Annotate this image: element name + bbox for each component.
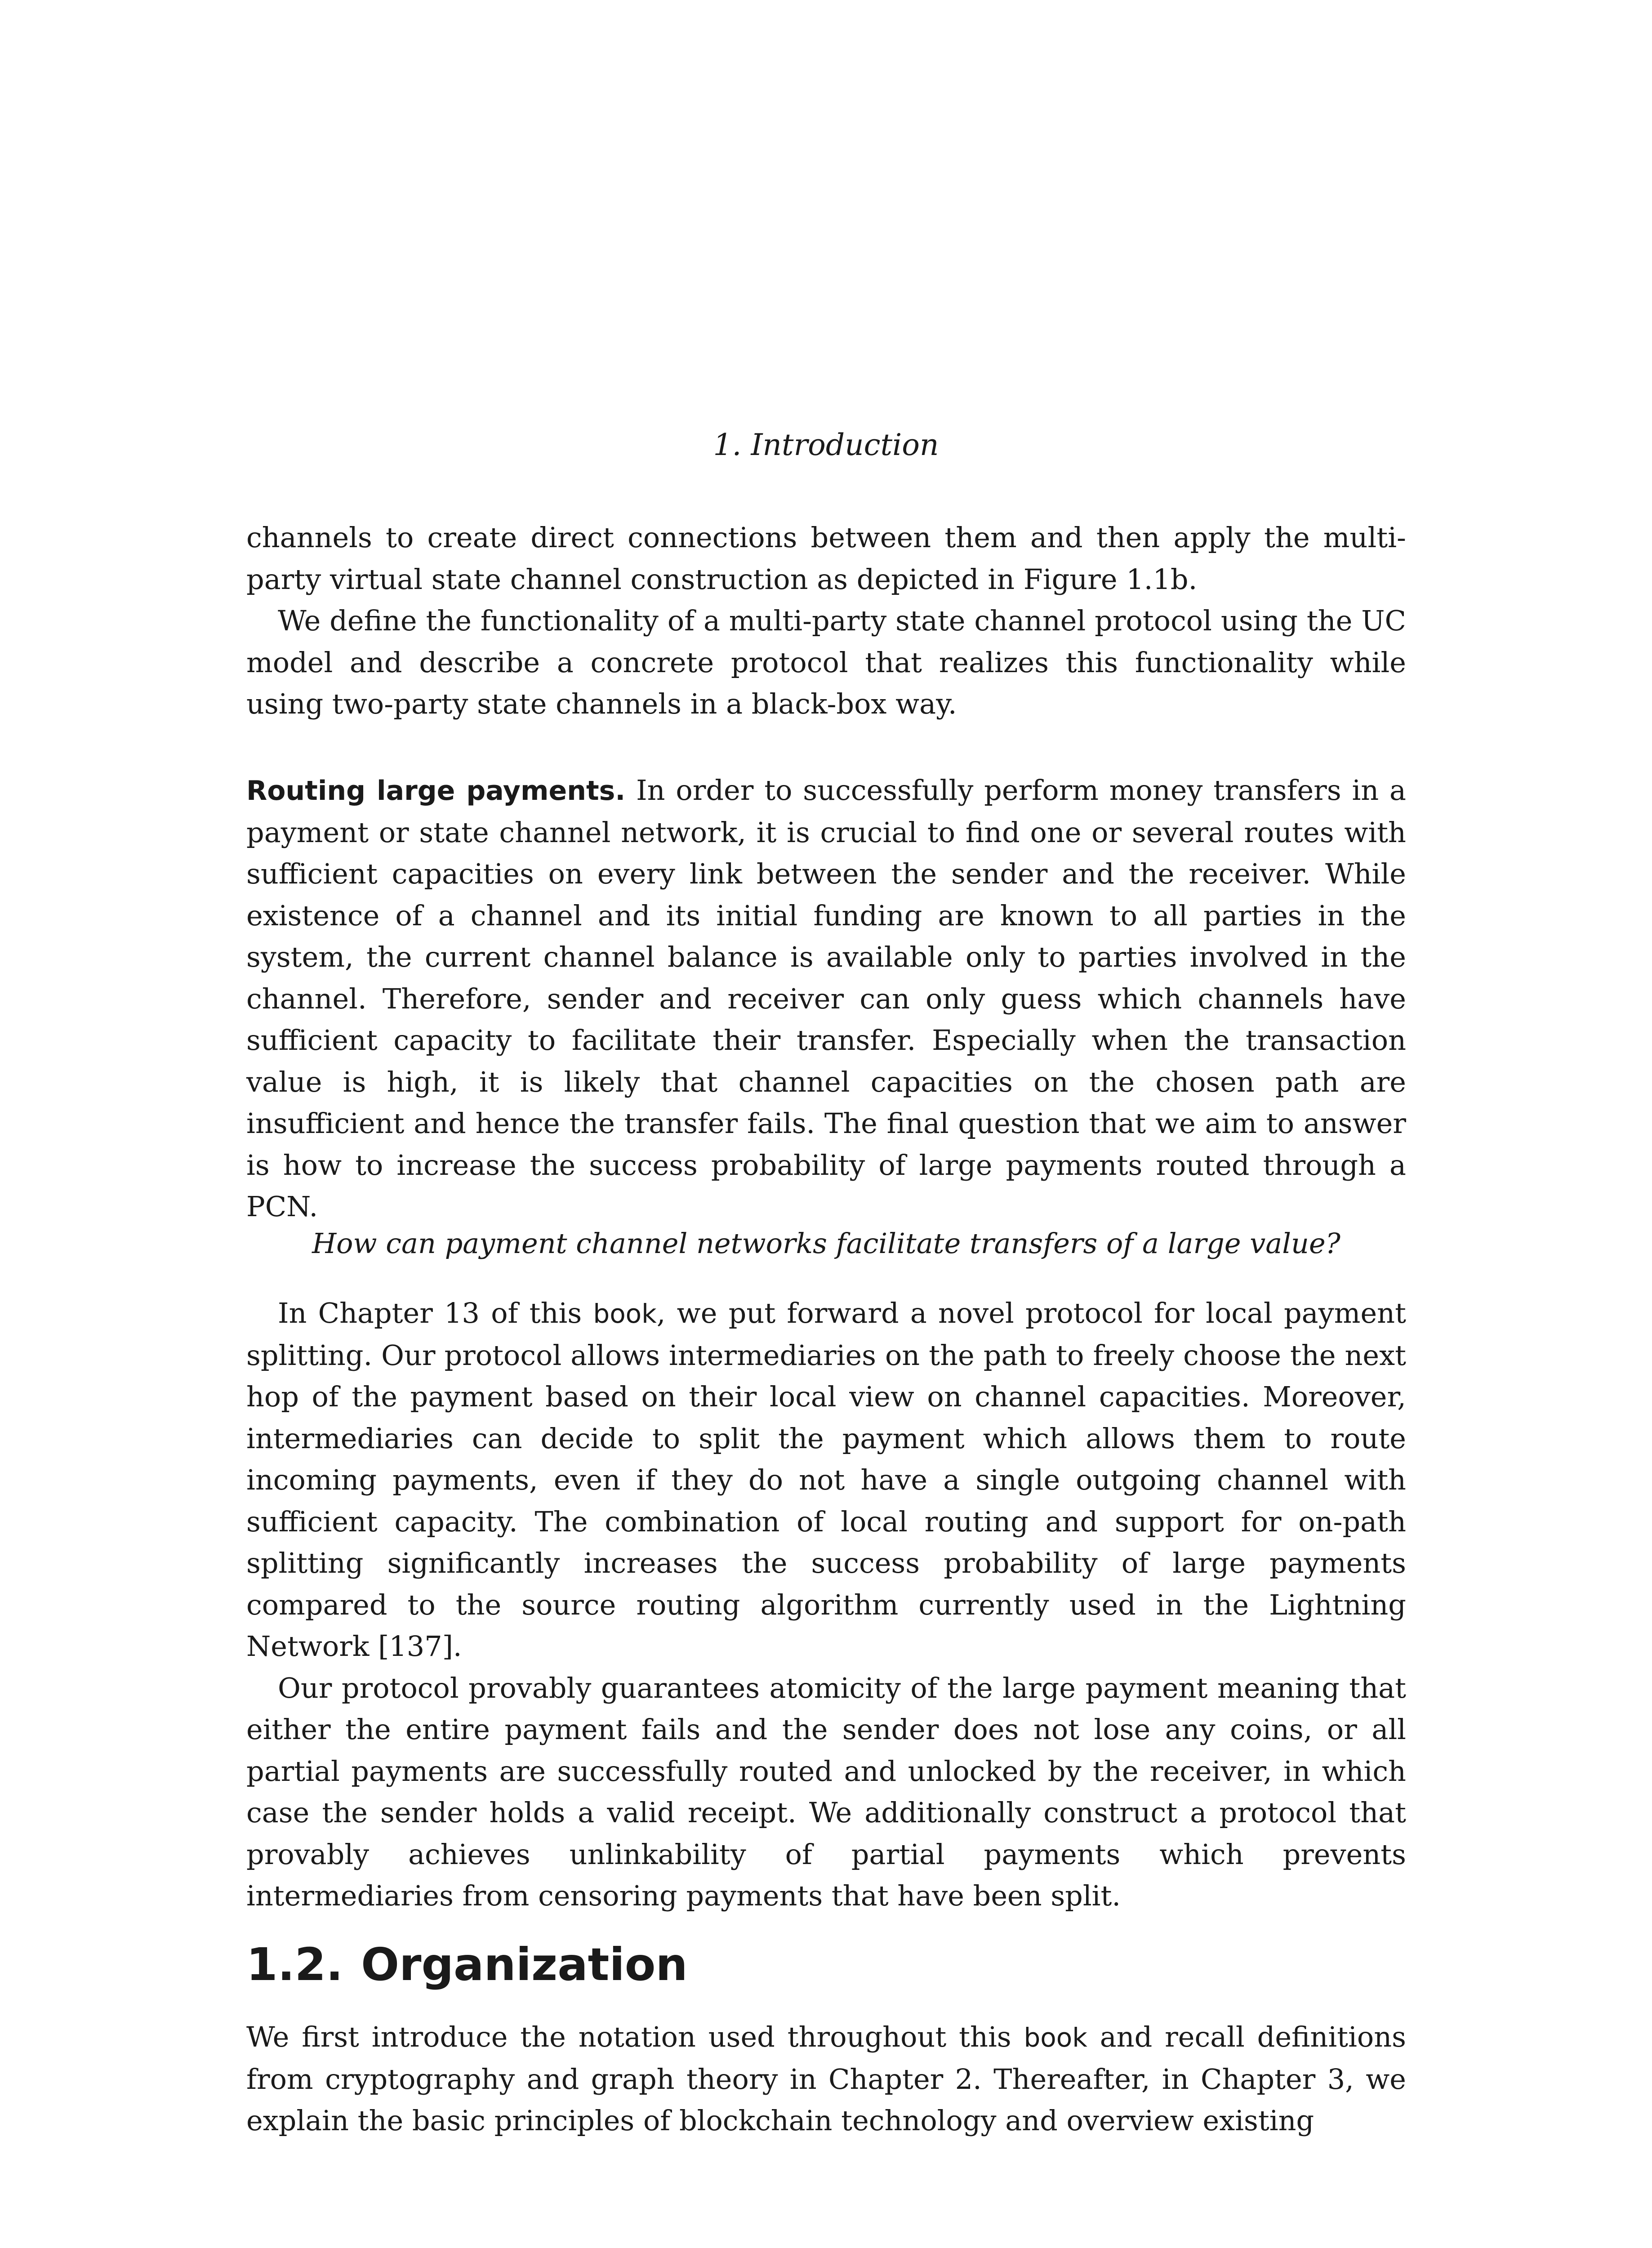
paragraph bbox=[246, 1293, 1406, 1668]
text-run: In Chapter 13 of this bbox=[278, 1297, 593, 1329]
section-number: 1.2. bbox=[246, 1938, 343, 1991]
paragraph bbox=[246, 770, 1406, 1228]
paragraph: channels to create direct connections between them and then apply the multi-party virtual state channel construction as depicted in Figure 1.1b. bbox=[246, 521, 1406, 596]
paragraph-heading: Routing large payments. bbox=[246, 775, 626, 807]
paragraph-text: In order to successfully perform money transfers in a payment or state channel network, it is crucial to find one or several routes with sufficient capacities on every link between the sender and the receiver. While existence of a channel and its initial funding are known to all parties in the system, the current channel balance is available only to parties involved in the channel. Therefore, sender and receiver can only guess which channels have sufficient capacity to facilitate their transfer. Especially when the transaction value is high, it is likely that channel capacities on the chosen path are insufficient and hence the transfer fails. The final question that we aim to answer is how to increase the success probability of large payments routed through a PCN. bbox=[246, 774, 1406, 1223]
running-head: 1. Introduction bbox=[713, 428, 939, 462]
organization-block bbox=[246, 2016, 1406, 2142]
text-run: , we put forward a novel protocol for local payment splitting. Our protocol allows intermediaries on the path to freely choose the next hop of the payment based on their local view on channel capacities. Moreover, intermediaries can decide to split the payment which allows them to route incoming payments, even if they do not have a single outgoing channel with sufficient capacity. The combination of local routing and support for on-path splitting significantly increases the success probability of large payments compared to the source routing algorithm currently used in the Lightning Network [137]. bbox=[246, 1297, 1406, 1663]
book-word: book bbox=[1024, 2022, 1087, 2053]
text-run: We first introduce the notation used throughout this bbox=[246, 2021, 1024, 2053]
paragraph bbox=[246, 2016, 1406, 2142]
intro-block bbox=[246, 517, 1406, 725]
research-question: How can payment channel networks facilitate transfers of a large value? bbox=[312, 1227, 1340, 1260]
paragraph: Our protocol provably guarantees atomicity of the large payment meaning that either the entire payment fails and the sender does not lose any coins, or all partial payments are successfully routed and unlocked by the receiver, in which case the sender holds a valid receipt. We additionally construct a protocol that provably achieves unlinkability of partial payments which prevents intermediaries from censoring payments that have been split. bbox=[246, 1671, 1406, 1912]
book-word: book bbox=[593, 1298, 657, 1329]
text-run: and recall definitions from cryptography and graph theory in Chapter 2. Thereafter, in Chapter 3, we explain the basic principles of blockchain technology and overview existing bbox=[246, 2021, 1406, 2137]
section-heading bbox=[246, 1936, 1406, 1994]
paragraph: We define the functionality of a multi-party state channel protocol using the UC model and describe a concrete protocol that realizes this functionality while using two-party state channels in a black-box way. bbox=[246, 604, 1406, 720]
routing-block bbox=[246, 770, 1406, 1228]
section-title: Organization bbox=[361, 1938, 688, 1991]
chapter13-block bbox=[246, 1293, 1406, 1917]
